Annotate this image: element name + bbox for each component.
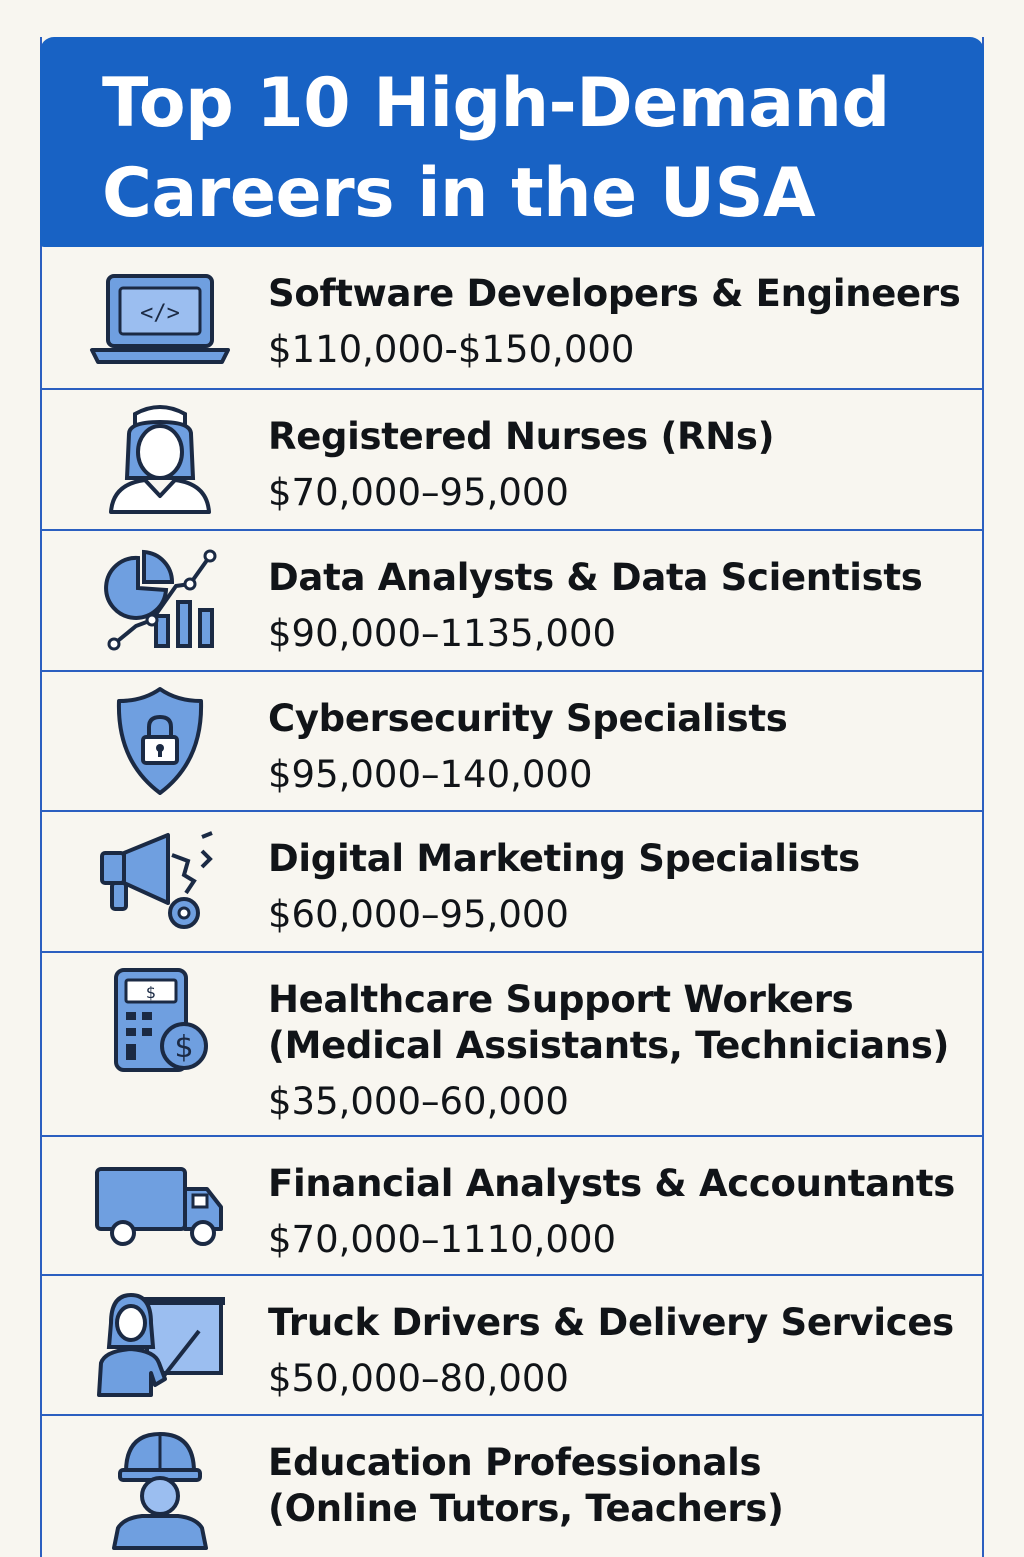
page-title — [102, 59, 984, 239]
career-row-software — [42, 247, 982, 390]
career-salary: $70,000–1110,000 — [268, 1218, 617, 1261]
career-salary: $50,000–80,000 — [268, 1357, 569, 1400]
career-salary: $70,000–95,000 — [268, 471, 569, 514]
career-row-cybersecurity — [42, 672, 982, 812]
career-name: Software Developers & Engineers — [268, 272, 961, 315]
nurse-icon — [90, 404, 230, 514]
career-name: Truck Drivers & Delivery Services — [268, 1301, 954, 1344]
title-banner — [40, 37, 984, 247]
career-row-financial — [42, 1137, 982, 1276]
career-name: Cybersecurity Specialists — [268, 697, 788, 740]
title-line-1: Top 10 High-Demand — [102, 64, 890, 143]
career-name: Data Analysts & Data Scientists — [268, 556, 923, 599]
career-name: Financial Analysts & Accountants — [268, 1162, 955, 1205]
calculator-dollar-icon — [90, 965, 230, 1075]
career-row-truck-drivers — [42, 1276, 982, 1416]
svg-text:$: $ — [145, 983, 157, 1002]
career-name: Healthcare Support Workers — [268, 978, 854, 1021]
megaphone-icon — [90, 826, 230, 936]
career-row-data — [42, 531, 982, 672]
career-name: Education Professionals — [268, 1441, 762, 1484]
svg-text:$: $ — [174, 1030, 194, 1065]
career-row-education — [42, 1416, 982, 1556]
career-row-nurses — [42, 390, 982, 531]
career-salary: $60,000–95,000 — [268, 893, 569, 936]
career-row-healthcare-support — [42, 953, 982, 1137]
career-salary: $35,000–60,000 — [268, 1080, 569, 1123]
career-name-detail: (Online Tutors, Teachers) — [268, 1487, 784, 1530]
teacher-board-icon — [90, 1288, 230, 1398]
career-salary: $95,000–140,000 — [268, 753, 593, 796]
shield-lock-icon — [90, 686, 230, 796]
career-name: Registered Nurses (RNs) — [268, 415, 775, 458]
laptop-code-icon — [90, 263, 230, 373]
career-name: Digital Marketing Specialists — [268, 837, 860, 880]
career-salary: $110,000-$150,000 — [268, 328, 635, 371]
title-line-2: Careers in the USA — [102, 154, 816, 233]
career-name-detail: (Medical Assistants, Technicians) — [268, 1024, 950, 1067]
data-chart-icon — [90, 545, 230, 655]
truck-icon — [90, 1151, 230, 1261]
construction-worker-icon — [90, 1428, 230, 1548]
career-row-marketing — [42, 812, 982, 953]
svg-text:</>: </> — [140, 301, 180, 326]
career-salary: $90,000–1135,000 — [268, 612, 617, 655]
